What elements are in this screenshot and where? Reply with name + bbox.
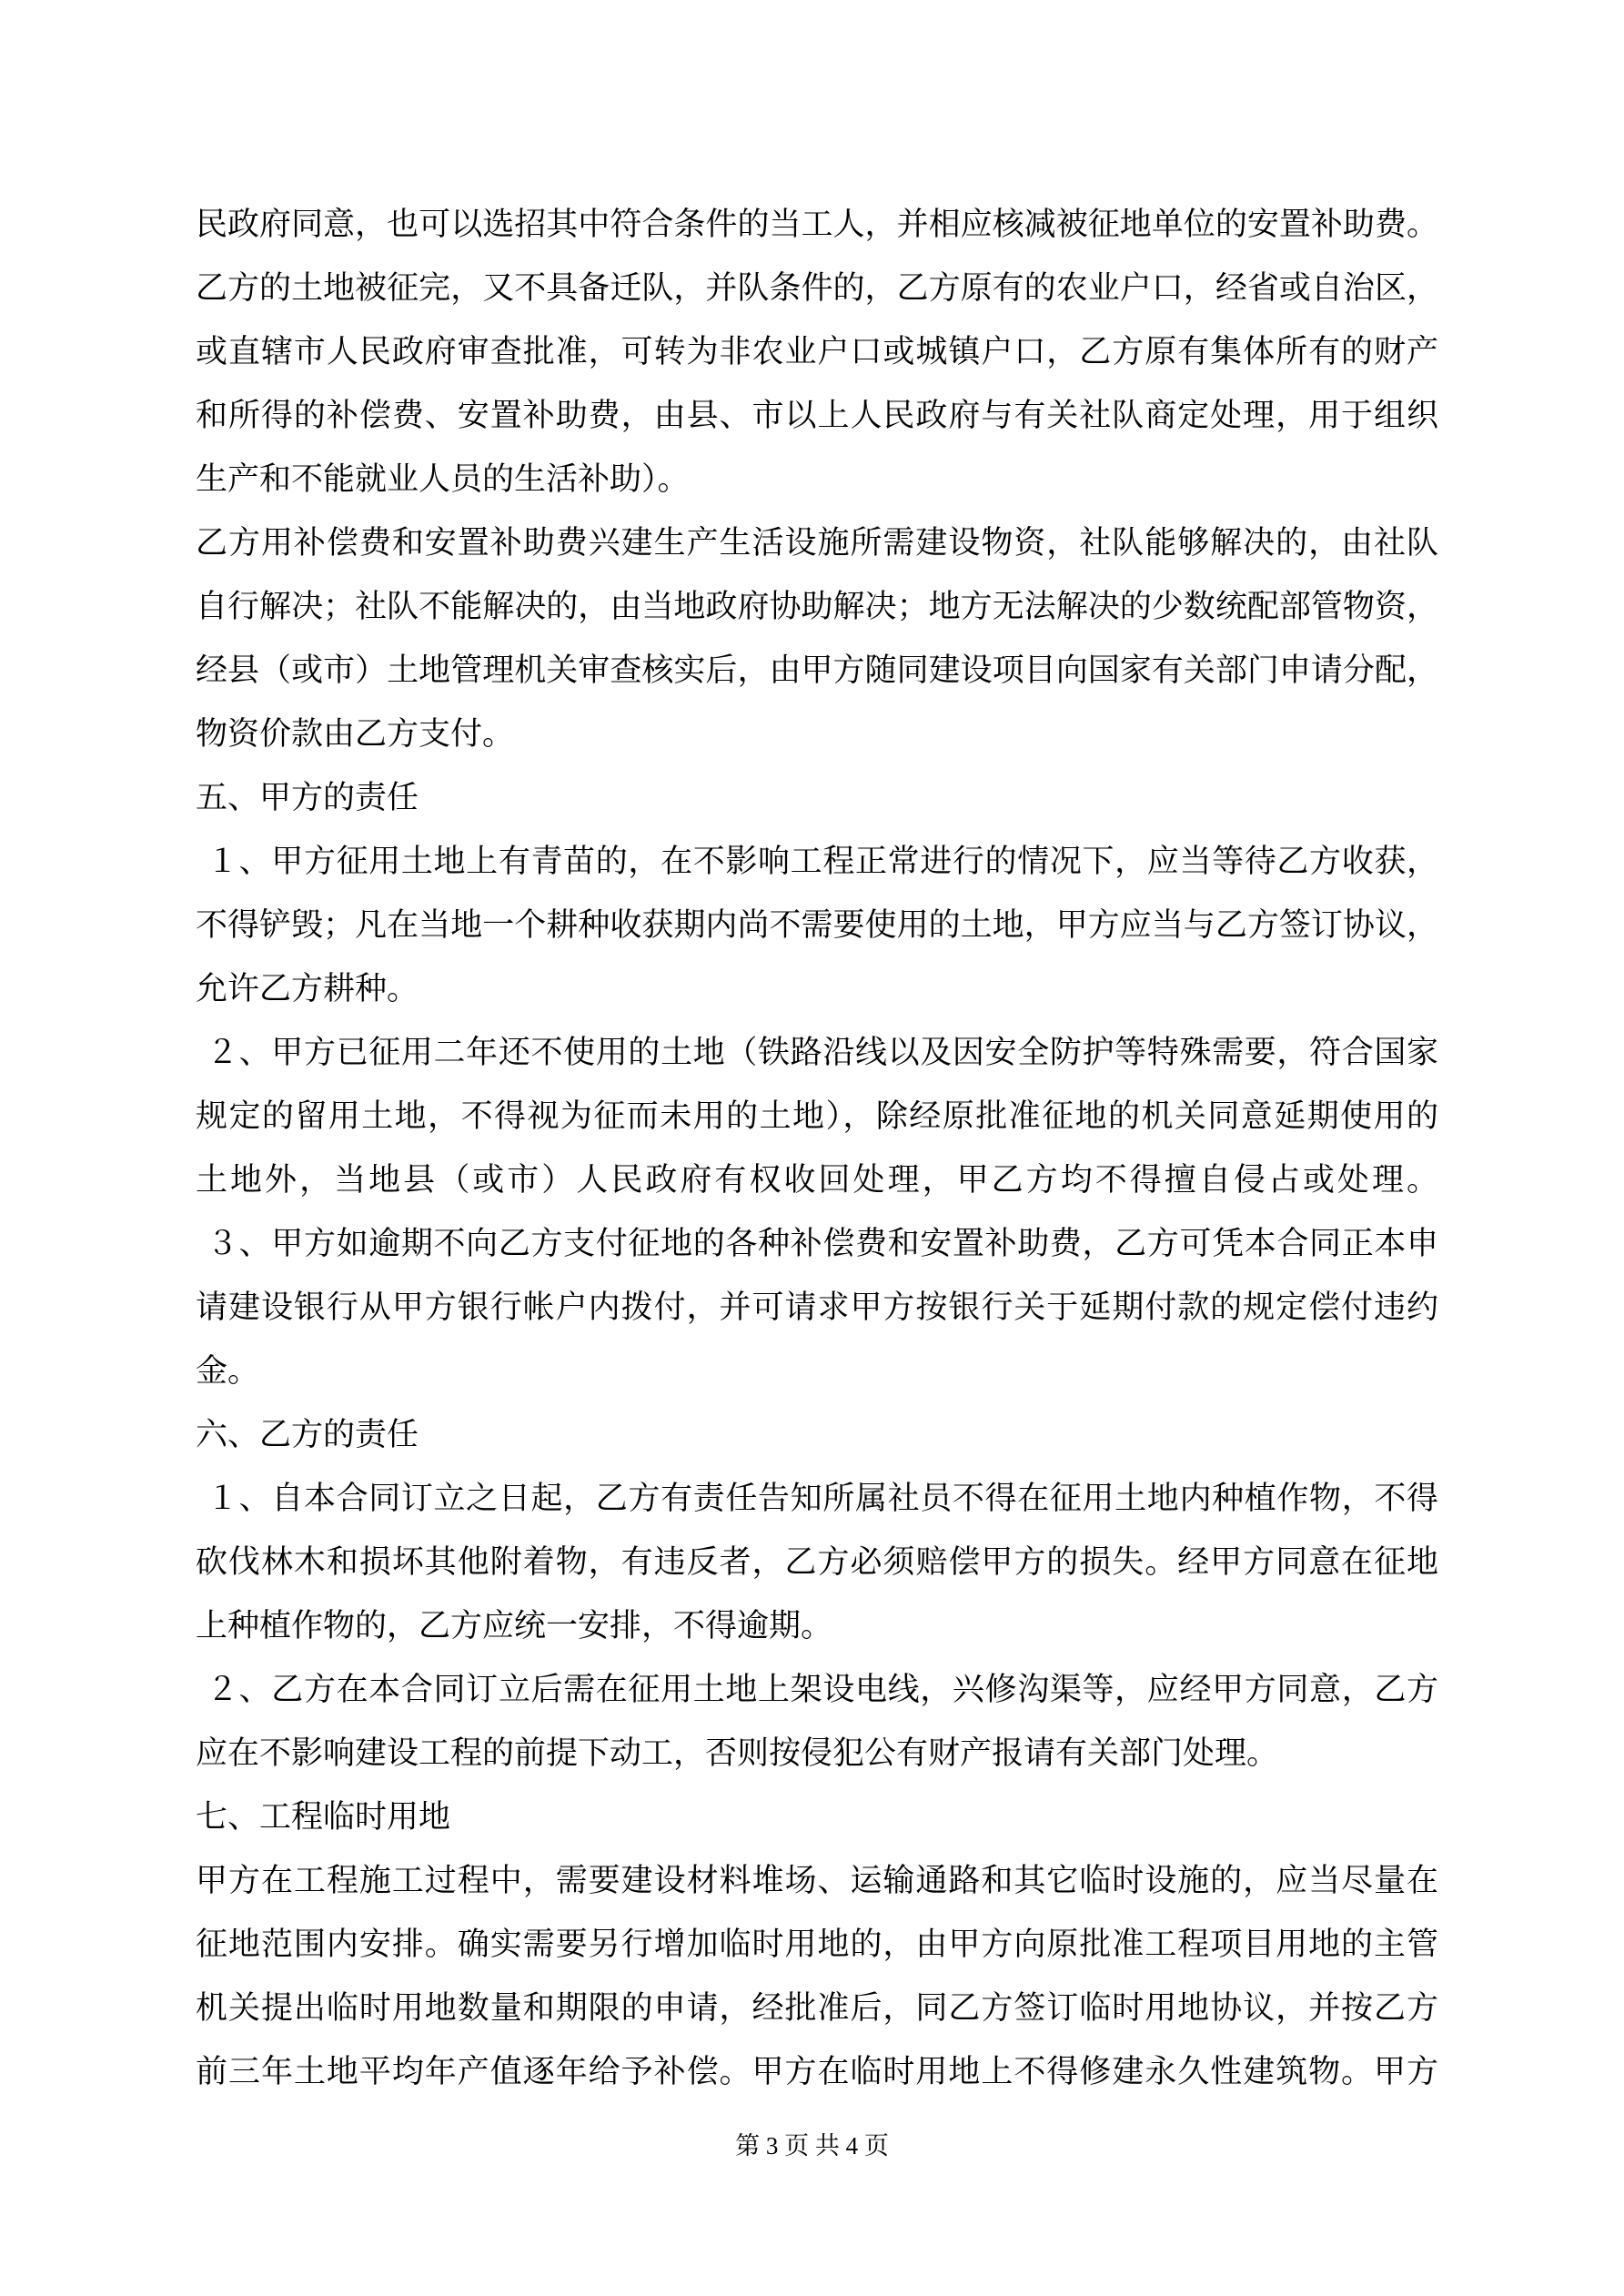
document-line: 上种植作物的，乙方应统一安排，不得逾期。 xyxy=(196,1608,833,1644)
page-footer: 第 3 页 共 4 页 xyxy=(735,2132,889,2159)
numbered-item-line: ２、乙方在本合同订立后需在征用土地上架设电线，兴修沟渠等，应经甲方同意，乙方 xyxy=(207,1672,1438,1707)
document-line: 前三年土地平均年产值逐年给予补偿。甲方在临时用地上不得修建永久性建筑物。甲方 xyxy=(196,2054,1438,2089)
document-line: 机关提出临时用地数量和期限的申请，经批准后，同乙方签订临时用地协议，并按乙方 xyxy=(196,1990,1438,2026)
document-line: 征地范围内安排。确实需要另行增加临时用地的，由甲方向原批准工程项目用地的主管 xyxy=(196,1927,1438,1962)
document-line: 金。 xyxy=(196,1353,260,1389)
document-line: 经县（或市）土地管理机关审查核实后，由甲方随同建设项目向国家有关部门申请分配， xyxy=(196,652,1438,688)
document-line: 民政府同意，也可以选招其中符合条件的当工人，并相应核减被征地单位的安置补助费。 xyxy=(196,207,1438,242)
numbered-item-line: １、甲方征用土地上有青苗的，在不影响工程正常进行的情况下，应当等待乙方收获， xyxy=(207,844,1438,879)
document-line: 允许乙方耕种。 xyxy=(196,971,419,1006)
document-line: 不得铲毁；凡在当地一个耕种收获期内尚不需要使用的土地，甲方应当与乙方签订协议， xyxy=(196,907,1438,943)
document-line: 乙方用补偿费和安置补助费兴建生产生活设施所需建设物资，社队能够解决的，由社队 xyxy=(196,525,1438,561)
section-heading: 七、工程临时用地 xyxy=(196,1799,451,1835)
document-line: 自行解决；社队不能解决的，由当地政府协助解决；地方无法解决的少数统配部管物资， xyxy=(196,589,1438,624)
document-line: 或直辖市人民政府审查批准，可转为非农业户口或城镇户口，乙方原有集体所有的财产 xyxy=(196,334,1438,369)
document-line: 生产和不能就业人员的生活补助）。 xyxy=(196,461,690,497)
document-line: 甲方在工程施工过程中，需要建设材料堆场、运输通路和其它临时设施的，应当尽量在 xyxy=(196,1863,1438,1898)
document-line: 应在不影响建设工程的前提下动工，否则按侵犯公有财产报请有关部门处理。 xyxy=(196,1735,1279,1771)
section-heading: 六、乙方的责任 xyxy=(196,1417,419,1452)
document-line: 请建设银行从甲方银行帐户内拨付，并可请求甲方按银行关于延期付款的规定偿付违约 xyxy=(196,1290,1438,1325)
document-line: 土地外，当地县（或市）人民政府有权收回处理，甲乙方均不得擅自侵占或处理。 xyxy=(196,1162,1438,1198)
document-line: 乙方的土地被征完，又不具备迁队，并队条件的，乙方原有的农业户口，经省或自治区， xyxy=(196,270,1438,306)
document-line: 物资价款由乙方支付。 xyxy=(196,716,515,752)
numbered-item-line: ３、甲方如逾期不向乙方支付征地的各种补偿费和安置补助费，乙方可凭本合同正本申 xyxy=(207,1226,1438,1261)
document-line: 规定的留用土地，不得视为征而未用的土地），除经原批准征地的机关同意延期使用的 xyxy=(196,1098,1438,1134)
numbered-item-line: １、自本合同订立之日起，乙方有责任告知所属社员不得在征用土地内种植作物，不得 xyxy=(207,1481,1438,1516)
numbered-item-line: ２、甲方已征用二年还不使用的土地（铁路沿线以及因安全防护等特殊需要，符合国家 xyxy=(207,1035,1438,1070)
document-body xyxy=(196,193,1438,2104)
section-heading: 五、甲方的责任 xyxy=(196,780,419,815)
document-line: 砍伐林木和损坏其他附着物，有违反者，乙方必须赔偿甲方的损失。经甲方同意在征地 xyxy=(196,1544,1438,1580)
document-line: 和所得的补偿费、安置补助费，由县、市以上人民政府与有关社队商定处理，用于组织 xyxy=(196,398,1438,433)
